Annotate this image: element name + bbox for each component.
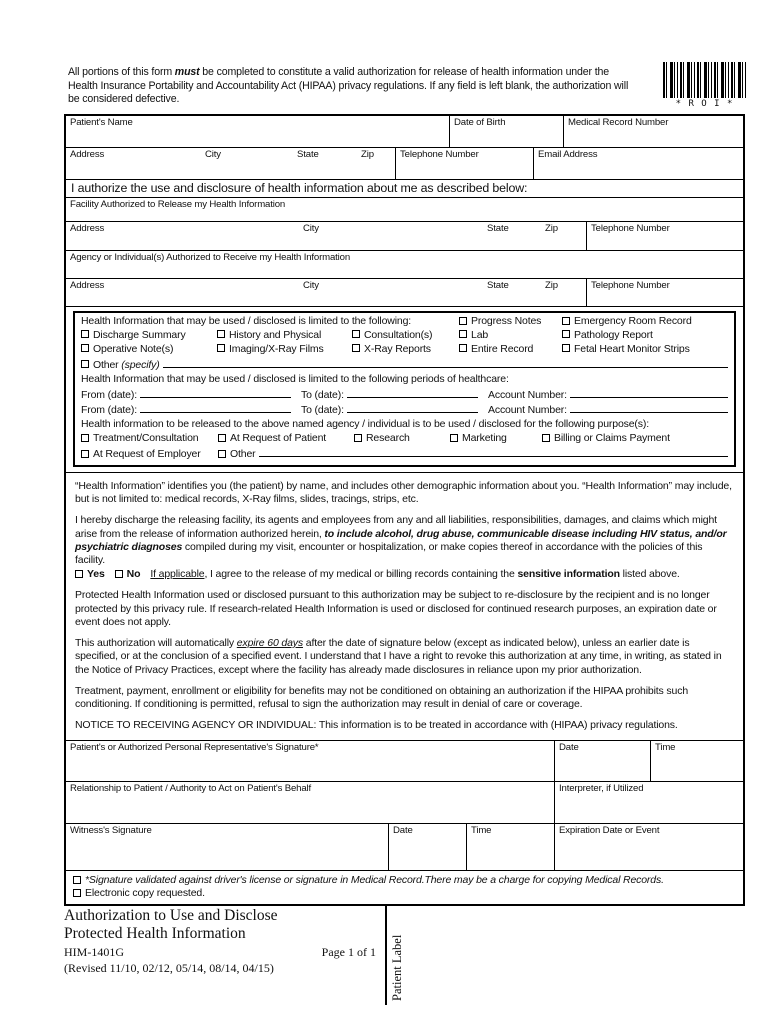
- discharge-post: compiled during my visit, encounter or hospitalization, or make copies thereof in accordance with the policies of this facility.: [75, 540, 703, 567]
- checkbox-icon: [115, 570, 123, 578]
- facility-address-label: Address: [70, 223, 105, 234]
- checkbox-icon: [73, 889, 81, 897]
- witness-date-label: Date: [393, 825, 413, 837]
- expiration-date-event-label: Expiration Date or Event: [559, 825, 660, 837]
- footer-meta: [64, 944, 384, 976]
- intro-pre: All portions of this form: [68, 66, 175, 78]
- checkbox-label: Entire Record: [471, 342, 534, 355]
- checkbox-label: At Request of Employer: [93, 448, 201, 461]
- signature-date-field[interactable]: [554, 741, 650, 781]
- witness-signature-row: [66, 823, 743, 870]
- agency-zip-label: Zip: [545, 280, 558, 291]
- facility-address-row: [66, 221, 743, 250]
- checkbox-icon: [218, 434, 226, 442]
- other-specify-row: [81, 357, 728, 373]
- checkbox-label: X-Ray Reports: [364, 342, 431, 355]
- notice-paragraph: NOTICE TO RECEIVING AGENCY OR INDIVIDUAL: This information is to be treated in accordance with (HIPAA) privacy regulations.: [75, 719, 678, 732]
- page-number: Page 1 of 1: [321, 945, 376, 959]
- facility-city-label: City: [303, 223, 319, 234]
- checkbox-label: Consultation(s): [364, 328, 433, 341]
- agency-address-field[interactable]: [66, 279, 586, 306]
- checkbox-label: Marketing: [462, 432, 507, 445]
- checkbox-icon: [352, 330, 360, 338]
- signature-time-label: Time: [655, 742, 676, 754]
- checkbox-label: Progress Notes: [471, 315, 542, 327]
- purpose-label-row: [81, 418, 728, 432]
- witness-signature-field[interactable]: [66, 824, 388, 870]
- patient-signature-row: [66, 740, 743, 781]
- checkbox-icon: [562, 317, 570, 325]
- checkbox-research[interactable]: [354, 432, 450, 446]
- expiration-paragraph: [75, 637, 734, 677]
- purpose-row-1: [81, 432, 728, 446]
- form-code: HIM-1401G: [64, 945, 124, 959]
- expiration-post: after the date of signature below (except as indicated below), unless an earlier date is specified, or at the conclusion of a specified event. I understand that I have a right to revoke this authorization at any time, in writing, as stated in the Notice of Privacy Practices, except where the facility has already made disclosures in reliance upon my prior authorization.: [75, 637, 722, 676]
- checkbox-history-and-physical[interactable]: [217, 329, 352, 343]
- authorize-header-row: [66, 179, 743, 197]
- checkbox-icon: [459, 330, 467, 338]
- agency-state-label: State: [487, 280, 509, 291]
- facility-zip-label: Zip: [545, 223, 558, 234]
- checkbox-label: Pathology Report: [574, 328, 653, 341]
- account-number-label: Account Number:: [488, 388, 567, 401]
- revision-history: (Revised 11/10, 02/12, 05/14, 08/14, 04/15): [64, 961, 274, 975]
- interpreter-field[interactable]: [554, 782, 743, 823]
- other-specify-blank[interactable]: [163, 357, 728, 368]
- date-of-birth-field[interactable]: [449, 116, 563, 147]
- to-date-blank[interactable]: [347, 387, 478, 398]
- checkbox-icon: [218, 450, 226, 458]
- discharge-pre: I hereby discharge the releasing facility, its agents and employees from any and all liabilities, responsibilities, damages, and claims which might arise from the release of information authorized herein,: [75, 514, 717, 540]
- checkbox-icon: [542, 434, 550, 442]
- relationship-field[interactable]: [66, 782, 554, 823]
- from-date-label: From (date):: [81, 388, 137, 401]
- witness-time-label: Time: [471, 825, 492, 837]
- checkbox-icon: [217, 344, 225, 352]
- sensitive-post: listed above.: [619, 568, 680, 581]
- expiration-date-event-field[interactable]: [554, 824, 743, 870]
- relationship-row: [66, 781, 743, 823]
- patient-name-label: Patient's Name: [70, 117, 133, 128]
- checkbox-label: Billing or Claims Payment: [554, 432, 670, 445]
- checkbox-icon: [81, 434, 89, 442]
- facility-phone-label: Telephone Number: [591, 223, 670, 234]
- period-row-2: [81, 402, 728, 418]
- checkbox-entire-record[interactable]: [459, 343, 562, 357]
- checkbox-yes[interactable]: [75, 568, 105, 581]
- to-date-blank[interactable]: [347, 402, 478, 413]
- checkbox-other-info[interactable]: [81, 359, 160, 373]
- facility-phone-field[interactable]: [586, 222, 743, 250]
- checkbox-treatment-consultation[interactable]: [81, 432, 218, 446]
- patient-email-field[interactable]: [533, 148, 743, 179]
- checkbox-label: Research: [366, 432, 410, 445]
- purpose-label: Health information to be released to the above named agency / individual is to be used / disclosed for the following purpose(s):: [81, 418, 649, 431]
- to-date-label: To (date):: [301, 388, 344, 401]
- checkbox-billing-or-claims-payment[interactable]: [542, 432, 728, 446]
- patient-signature-label: Patient's or Authorized Personal Representative's Signature*: [70, 742, 319, 754]
- relationship-label: Relationship to Patient / Authority to Act on Patient's Behalf: [70, 783, 312, 795]
- patient-label-vertical-text: Patient Label: [390, 934, 404, 1001]
- purpose-row-2: [81, 446, 728, 462]
- patient-address-field[interactable]: [66, 148, 395, 179]
- facility-release-field[interactable]: [66, 198, 743, 221]
- patient-phone-label: Telephone Number: [400, 149, 479, 160]
- patient-address-row: [66, 147, 743, 179]
- sensitive-bold: sensitive information: [517, 568, 620, 581]
- sensitive-text: [150, 568, 679, 581]
- checkbox-icon: [81, 344, 89, 352]
- release-details-cell: [66, 307, 743, 472]
- agency-address-label: Address: [70, 280, 105, 291]
- checkbox-at-request-of-patient[interactable]: [218, 432, 354, 446]
- checkbox-no[interactable]: [115, 568, 141, 581]
- date-of-birth-label: Date of Birth: [454, 117, 506, 128]
- facility-state-label: State: [487, 223, 509, 234]
- account-number-label: Account Number:: [488, 404, 567, 417]
- expiration-pre: This authorization will automatically: [75, 637, 237, 650]
- checkbox-icon: [73, 876, 81, 884]
- facility-release-label: Facility Authorized to Release my Health Information: [70, 199, 286, 210]
- intro-paragraph: [68, 66, 640, 107]
- patient-name-field[interactable]: [66, 116, 449, 147]
- checkbox-lab[interactable]: [459, 329, 562, 343]
- witness-time-field[interactable]: [466, 824, 554, 870]
- to-date-label: To (date):: [301, 404, 344, 417]
- checkbox-discharge-summary[interactable]: [81, 329, 217, 343]
- authorize-header-text: I authorize the use and disclosure of health information about me as described below:: [71, 181, 528, 195]
- account-number-blank[interactable]: [570, 387, 728, 398]
- checkbox-icon: [352, 344, 360, 352]
- conditioning-paragraph: Treatment, payment, enrollment or eligibility for benefits may not be conditioned on obtaining an authorization if the HIPAA prohibits such conditioning. If conditioning is permitted, refusal to sign the authorization may result in denial of care or coverage.: [75, 684, 689, 710]
- checkbox-icon: [75, 570, 83, 578]
- medical-record-number-field[interactable]: [563, 116, 743, 147]
- redisclosure-paragraph: Protected Health Information used or disclosed pursuant to this authorization may be subject to re-disclosure by the recipient and is no longer protected by this privacy rule. If research-related Health Information is used or disclosed for continued research purposes, an expiration date or event does not apply.: [75, 589, 717, 628]
- checkbox-label: Treatment/Consultation: [93, 432, 199, 445]
- release-details-row: [66, 306, 743, 472]
- periods-label-row: [81, 373, 728, 387]
- patient-email-label: Email Address: [538, 149, 598, 160]
- from-date-label: From (date):: [81, 404, 137, 417]
- hi-definition-paragraph: “Health Information” identifies you (the patient) by name, and includes other demographic information about you. “Health Information” may include, but is not limited to: medical records, X-Ray films, slides, tracings, strips, etc.: [75, 480, 732, 506]
- roi-barcode-block: [662, 62, 747, 109]
- limited-to-row: [81, 315, 728, 329]
- checkbox-fetal-heart-monitor-strips[interactable]: [562, 343, 728, 357]
- footer-title: [64, 907, 278, 942]
- discharge-emphasis: to include alcohol, drug abuse, communicable disease including HIV status, and/or psychiatric diagnoses: [75, 527, 727, 553]
- interpreter-label: Interpreter, if Utilized: [559, 783, 644, 795]
- from-date-blank[interactable]: [140, 402, 291, 413]
- checkbox-icon: [459, 344, 467, 352]
- checkbox-marketing[interactable]: [450, 432, 542, 446]
- patient-name-row: [66, 116, 743, 147]
- agency-phone-label: Telephone Number: [591, 280, 670, 291]
- checkbox-label: Other: [93, 358, 119, 371]
- form-box: [64, 114, 745, 906]
- checkbox-icon: [459, 317, 467, 325]
- patient-zip-label: Zip: [361, 149, 374, 160]
- discharge-paragraph: [75, 514, 734, 567]
- checkbox-xray-reports[interactable]: [352, 343, 459, 357]
- checkbox-label: Fetal Heart Monitor Strips: [574, 342, 690, 355]
- electronic-copy-text: Electronic copy requested.: [85, 887, 205, 900]
- agency-receive-label: Agency or Individual(s) Authorized to Receive my Health Information: [70, 252, 351, 263]
- agency-address-row: [66, 278, 743, 306]
- checkbox-label: Yes: [87, 568, 105, 581]
- other-purpose-blank[interactable]: [259, 446, 728, 457]
- checkbox-label: Other: [230, 448, 256, 461]
- sensitive-mid: , I agree to the release of my medical or billing records containing the: [204, 568, 518, 581]
- facility-release-row: [66, 197, 743, 221]
- patient-state-label: State: [297, 149, 319, 160]
- agency-receive-field[interactable]: [66, 251, 743, 278]
- checkbox-icon: [81, 360, 89, 368]
- checkbox-electronic-copy[interactable]: [73, 888, 85, 896]
- hi-items-row-2: [81, 343, 728, 357]
- electronic-copy-line: [73, 887, 736, 900]
- checkbox-progress-notes[interactable]: [459, 315, 562, 329]
- account-number-blank[interactable]: [570, 402, 728, 413]
- footer-title-line1: Authorization to Use and Disclose: [64, 907, 278, 924]
- intro-post: be completed to constitute a valid authorization for release of health information under the Health Insurance Portability and Accountability Act (HIPAA) privacy regulations. If any field is left blank, the authorization will be considered defective.: [68, 66, 629, 106]
- paragraphs-row: [66, 472, 743, 740]
- period-row-1: [81, 387, 728, 403]
- witness-signature-label: Witness's Signature: [70, 825, 152, 837]
- patient-address-label: Address: [70, 149, 105, 160]
- sensitive-info-consent-line: [75, 568, 734, 581]
- if-applicable-underlined: If applicable: [150, 568, 205, 581]
- checkbox-label: Lab: [471, 328, 489, 341]
- patient-city-label: City: [205, 149, 221, 160]
- checkbox-other-purpose[interactable]: [218, 448, 256, 462]
- patient-label-divider: [385, 906, 387, 1005]
- hi-items-row-1: [81, 329, 728, 343]
- checkbox-icon: [354, 434, 362, 442]
- checkbox-icon: [81, 330, 89, 338]
- release-details-box: [73, 311, 736, 467]
- checkbox-at-request-of-employer[interactable]: [81, 448, 218, 462]
- medical-record-number-label: Medical Record Number: [568, 117, 669, 128]
- checkbox-emergency-room-record[interactable]: [562, 315, 728, 329]
- checkbox-label: Discharge Summary: [93, 328, 186, 341]
- checkbox-pathology-report[interactable]: [562, 329, 728, 343]
- barcode-text: * R O I *: [675, 99, 734, 109]
- checkbox-icon: [217, 330, 225, 338]
- other-specify-label: (specify): [121, 358, 160, 371]
- barcode-image: [663, 62, 746, 98]
- signature-validated-text: *Signature validated against driver's license or signature in Medical Record.There may be a charge for copying Medical Records.: [85, 874, 664, 887]
- checkbox-label: No: [126, 568, 141, 581]
- agency-phone-field[interactable]: [586, 279, 743, 306]
- agency-receive-row: [66, 250, 743, 278]
- limited-to-label: Health Information that may be used / disclosed is limited to the following:: [81, 315, 412, 327]
- checkbox-signature-validated[interactable]: [73, 875, 85, 883]
- checkbox-icon: [450, 434, 458, 442]
- expire-60-days-underlined: expire 60 days: [236, 637, 303, 650]
- signature-time-field[interactable]: [650, 741, 743, 781]
- from-date-blank[interactable]: [140, 387, 291, 398]
- agency-city-label: City: [303, 280, 319, 291]
- patient-signature-field[interactable]: [66, 741, 554, 781]
- footer-title-line2: Protected Health Information: [64, 924, 246, 942]
- paragraphs-cell: [66, 473, 743, 740]
- checkbox-icon: [81, 450, 89, 458]
- checkbox-consultations[interactable]: [352, 329, 459, 343]
- checkbox-label: History and Physical: [229, 328, 322, 341]
- checkbox-label: At Request of Patient: [230, 432, 327, 445]
- witness-date-field[interactable]: [388, 824, 466, 870]
- signature-date-label: Date: [559, 742, 579, 754]
- intro-must-emphasis: must: [174, 66, 200, 78]
- facility-address-field[interactable]: [66, 222, 586, 250]
- patient-phone-field[interactable]: [395, 148, 533, 179]
- checkbox-label: Operative Note(s): [93, 342, 174, 355]
- footnote-row: [66, 870, 743, 904]
- checkbox-label: Emergency Room Record: [574, 315, 692, 327]
- checkbox-label: Imaging/X-Ray Films: [229, 342, 324, 355]
- periods-label: Health Information that may be used / disclosed is limited to the following periods of healthcare:: [81, 372, 509, 385]
- form-code-row: [64, 944, 384, 960]
- checkbox-icon: [562, 330, 570, 338]
- checkbox-icon: [562, 344, 570, 352]
- signature-validated-line: [73, 874, 736, 887]
- checkbox-operative-notes[interactable]: [81, 343, 217, 357]
- checkbox-imaging-xray-films[interactable]: [217, 343, 352, 357]
